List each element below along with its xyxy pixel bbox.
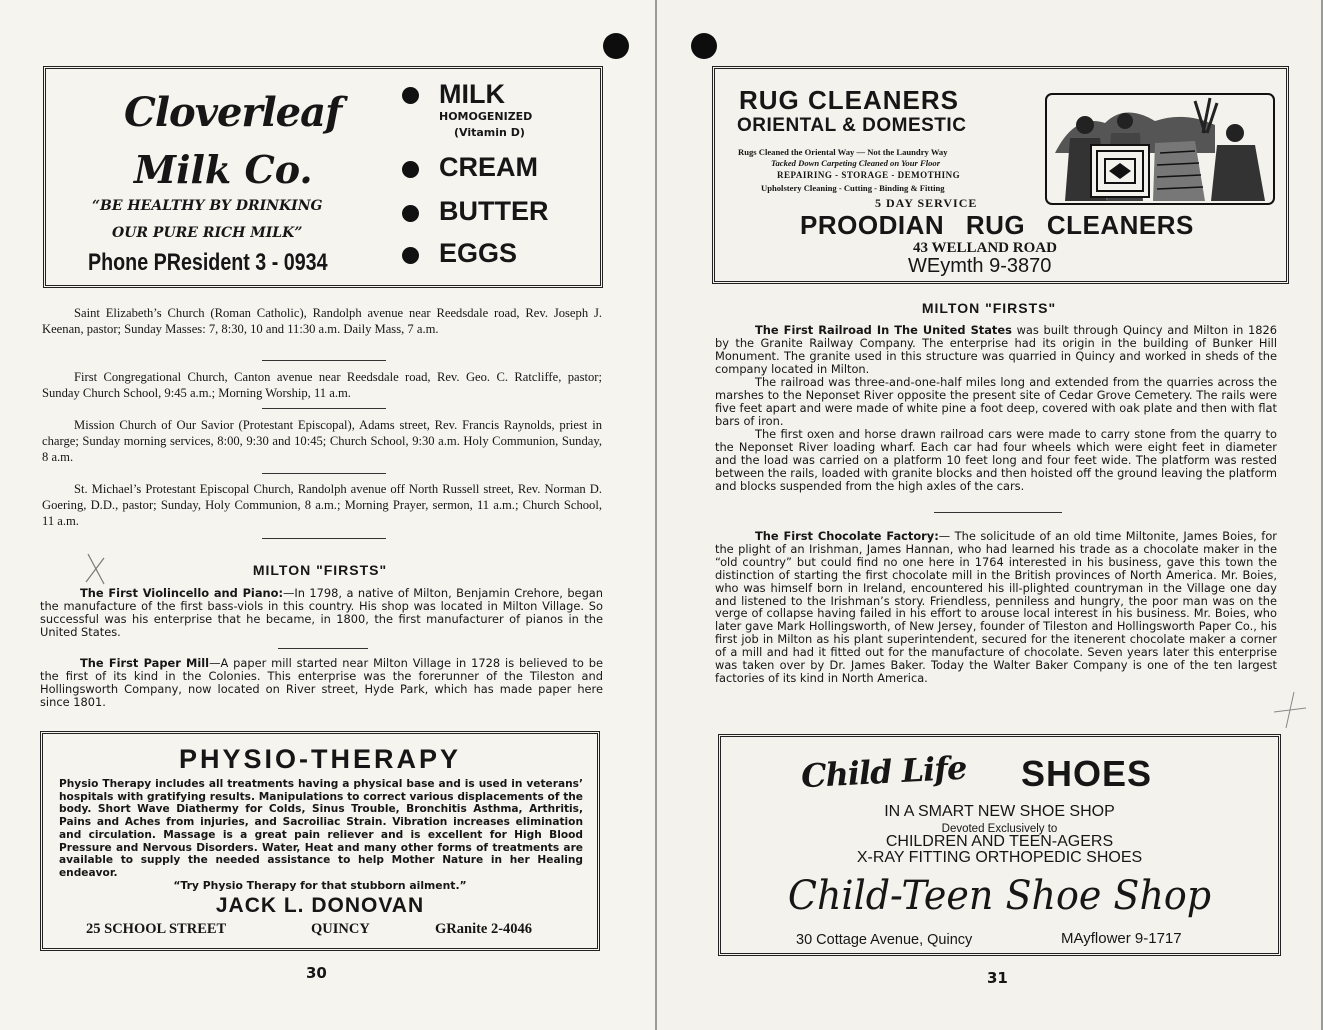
page-number: 30 <box>306 964 327 982</box>
page-number: 31 <box>987 969 1008 987</box>
physio-quote: “Try Physio Therapy for that stubborn ailment.” <box>173 879 467 892</box>
product-eggs: EGGS <box>439 238 518 268</box>
divider <box>262 473 386 474</box>
shoe-shop-line-3: CHILDREN AND TEEN-AGERS <box>885 833 1114 850</box>
railroad-paragraph-2: The railroad was three-and-one-half miles long and extended from the quarries across the marshes to the Neponset River opposite the present site of Cedar Grove Cemetery. The rails were five feet apart and were made of white pine a foot deep, covered with oak plate and then with flat bars of iron. <box>715 375 1277 428</box>
divider <box>278 648 368 649</box>
church-listing: Saint Elizabeth’s Church (Roman Catholic), Randolph avenue near Reedsdale road, Rev. Joseph J. Keenan, pastor; Sunday Masses: 7, 8:30, 10 and 11:30 a.m. Daily Mass, 7 a.m. <box>42 306 602 336</box>
rug-subtitle: ORIENTAL & DOMESTIC <box>737 115 967 136</box>
entry-text: — The solicitude of an old time Miltonite, James Boies, for the plight of an Irishman, James Hannan, who had learned his trade as a chocolate maker in the “old country” but could find no one here in 1764 interested in his business, gave this town the distinction of starting the first chocolate mill in the British provinces of North America. Mr. Boies, who was himself born in Ireland, encountered his ill-plighted countryman in the Village one day and listened to the Irishman’s story. Friendless, penniless and hungry, the poor man was on the verge of collapse having failed in his effort to arouse local interest in his business. Mr. Boies, who later gave Mark Hollingsworth, of New Jersey, founder of Tileston and Hollingsworth Paper Co., his first job in Milton as his plant superintendent, secured for the itenerent chocolate maker a corner of a mill and had it fitted out for the manufacture of chocolate. Seven years later this enterprise was taken over by Dr. James Baker. Today the Walter Baker Company is one of the ten largest factories of its kind in North America. <box>715 529 1277 685</box>
bullet-icon <box>402 161 419 178</box>
shoe-shop-phone: MAyflower 9-1717 <box>1061 930 1182 947</box>
divider <box>262 360 386 361</box>
divider <box>262 408 386 409</box>
cloverleaf-ad <box>43 66 603 288</box>
milk-co-name: Milk Co. <box>134 147 313 192</box>
child-teen-shoe-shop: Child-Teen Shoe Shop <box>787 873 1212 919</box>
shoe-shop-line-1: IN A SMART NEW SHOE SHOP <box>884 803 1115 820</box>
slogan-line-1: “BE HEALTHY BY DRINKING <box>92 198 323 214</box>
divider <box>262 538 386 539</box>
physio-therapy-ad <box>40 731 600 951</box>
bullet-icon <box>402 205 419 222</box>
physio-body: Physio Therapy includes all treatments having a physical base and is used in veterans’ hospitals with gratifying results. Manipulations to correct various displacements of the body. Short Wave Diathermy for Colds, Sinus Trouble, Bronchitis Asthma, Arthritis, Pains and Aches from injuries, and Sacroiliac Strain. Vibration increases elimination and circulation. Massage is a great pain reliever and is excellent for High Blood Pressure and Nervous Disorders. Water, Heat and many other forms of treatments are available to supply the needed assistance to help Mother Nature in her Healing endeavor. <box>59 778 583 879</box>
rug-line-1: Rugs Cleaned the Oriental Way — Not the Laundry Way <box>738 147 948 157</box>
divider <box>934 512 1062 513</box>
binder-hole <box>691 33 717 59</box>
rug-title: RUG CLEANERS <box>739 85 960 115</box>
rug-phone: WEymth 9-3870 <box>908 255 1052 277</box>
proodian-company: PROODIAN RUG CLEANERS <box>800 210 1194 240</box>
entry-text: —A paper mill started near Milton Village in 1728 is believed to be the first of its kind in the Colonies. This enterprise was the forerunner of the Tileston and Hollingsworth Company, now located on River street, Hyde Park, which has made paper here since 1801. <box>40 656 603 709</box>
physio-phone: GRanite 2-4046 <box>435 921 533 937</box>
cloverleaf-phone: Phone PResident 3 - 0934 <box>88 249 328 276</box>
child-life-logo: Child Life <box>800 748 968 796</box>
binder-hole <box>603 33 629 59</box>
entry-text: was built through Quincy and Milton in 1826 by the Granite Railway Company. The enterprise had its origin in the building of Bunker Hill Monument. The granite used in this structure was quarried in Quincy and worked in sheds of the company located in Milton. <box>715 323 1277 376</box>
pencil-cross-mark <box>1272 690 1308 730</box>
entry-title: The First Paper Mill <box>80 656 210 670</box>
physio-name: JACK L. DONOVAN <box>215 894 425 917</box>
product-butter: BUTTER <box>439 196 549 226</box>
shoes-title: SHOES <box>1021 753 1153 794</box>
entry-text: —In 1798, a native of Milton, Benjamin Crehore, began the manufacture of the first bass-viols in this country. His shop was located in Milton Village. So successful was his enterprise that he became, in 1800, the first manufacturer of pianos in the United States. <box>40 586 603 639</box>
shoe-shop-line-2: Devoted Exclusively to <box>941 823 1058 835</box>
vitamin-note: (Vitamin D) <box>454 126 525 139</box>
church-listing: Mission Church of Our Savior (Protestant Episcopal), Adams street, Rev. Francis Raynolds, priest in charge; Sunday morning services, 8:00, 9:30 and 10:45; Church School, 9:30 a.m. Holy Communion, Sunday, 8 a.m. <box>42 418 602 464</box>
shoe-shop-address: 30 Cottage Avenue, Quincy <box>796 932 973 948</box>
milton-firsts-heading: MILTON "FIRSTS" <box>921 300 1057 316</box>
oriental-rug-merchants-illustration <box>1045 93 1275 205</box>
railroad-paragraph-3: The first oxen and horse drawn railroad cars were made to carry stone from the quarry to the Neponset River loading wharf. Each car had four wheels which were eight feet in diameter and the load was carried on a platform 10 feet long and four feet wide. The platform was rested between the rails, loaded with granite blocks and then hoisted off the ground leaving the platform and blocks suspended from the high axles of the cars. <box>715 427 1277 493</box>
church-listing: St. Michael’s Protestant Episcopal Church, Randolph avenue off North Russell street, Rev. Norman D. Goering, D.D., pastor; Sunday, Holy Communion, 8 a.m.; Morning Prayer, sermon, 11 a.m.; Church School, 11 a.m. <box>42 482 602 528</box>
rug-service: 5 DAY SERVICE <box>875 196 978 210</box>
physio-address: 25 SCHOOL STREET <box>86 921 227 937</box>
railroad-paragraph-1 <box>715 324 1277 376</box>
child-life-shoes-ad <box>718 734 1281 956</box>
rug-line-3: REPAIRING - STORAGE - DEMOTHING <box>777 170 961 180</box>
entry-title: The First Chocolate Factory: <box>755 529 939 543</box>
bullet-icon <box>402 87 419 104</box>
bullet-icon <box>402 247 419 264</box>
cloverleaf-name: Cloverleaf <box>124 89 342 136</box>
first-violincello-entry <box>40 587 603 639</box>
product-cream: CREAM <box>439 152 538 182</box>
product-milk: MILK <box>439 79 505 109</box>
church-listing: First Congregational Church, Canton avenue near Reedsdale road, Rev. Geo. C. Ratcliffe, pastor; Sunday Church School, 9:45 a.m.; Morning Worship, 11 a.m. <box>42 370 602 400</box>
shoe-shop-line-4: X-RAY FITTING ORTHOPEDIC SHOES <box>856 849 1143 866</box>
first-chocolate-factory-entry <box>715 530 1277 685</box>
entry-title: The First Violincello and Piano: <box>80 586 283 600</box>
entry-title: The First Railroad In The United States <box>755 323 1012 337</box>
first-paper-mill-entry <box>40 657 603 709</box>
rug-cleaners-ad <box>712 66 1289 284</box>
physio-city: QUINCY <box>311 921 370 937</box>
slogan-line-2: OUR PURE RICH MILK” <box>112 225 303 241</box>
rug-line-4: Upholstery Cleaning - Cutting - Binding & Fitting <box>761 183 945 193</box>
rug-address: 43 WELLAND ROAD <box>913 240 1057 256</box>
physio-title: PHYSIO-THERAPY <box>178 744 462 774</box>
homogenized-note: HOMOGENIZED <box>439 110 533 123</box>
milton-firsts-heading: MILTON "FIRSTS" <box>252 562 388 578</box>
rug-line-2: Tacked Down Carpeting Cleaned on Your Floor <box>771 158 941 168</box>
page-31 <box>657 0 1321 1030</box>
page-30 <box>0 0 655 1030</box>
